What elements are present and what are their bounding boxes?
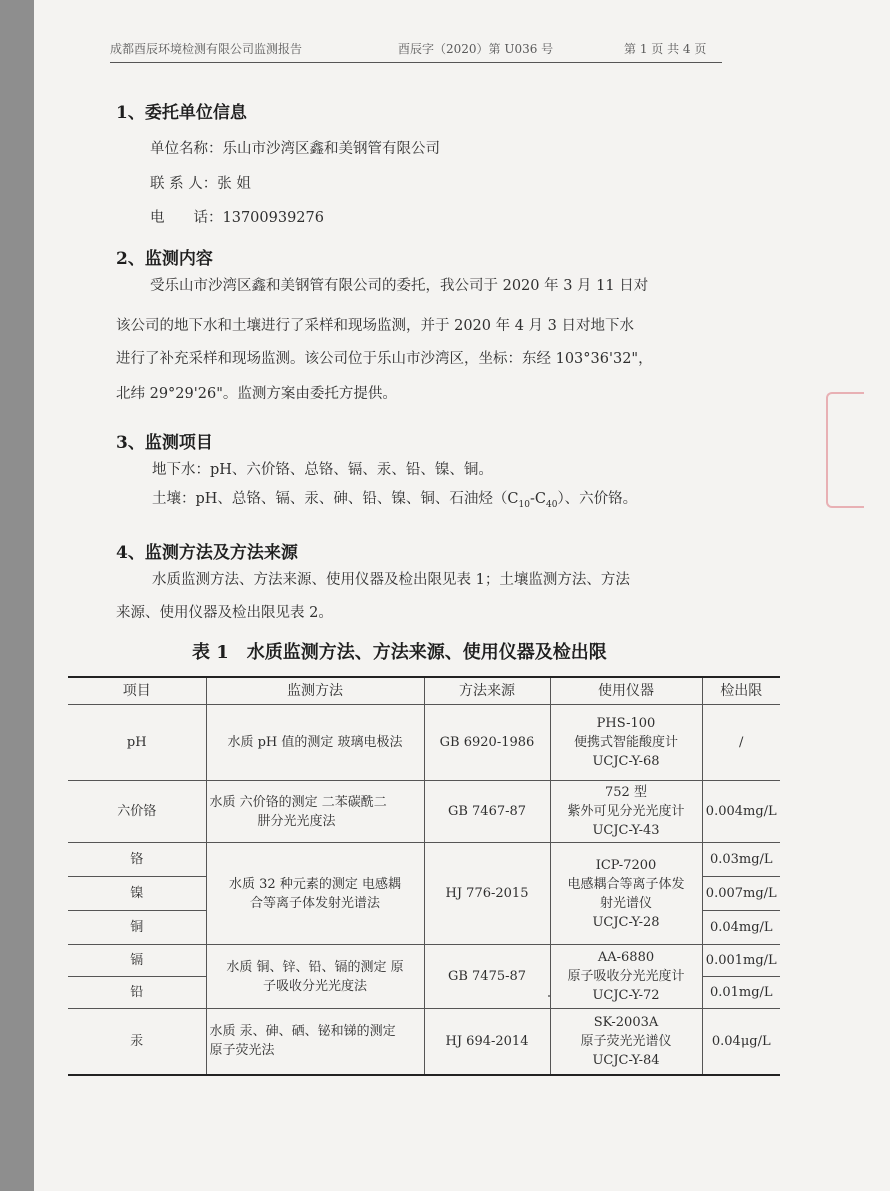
instrument-id: UCJC-Y-68 (592, 754, 660, 769)
cell-instrument (550, 945, 702, 1009)
instrument-name: 便携式智能酸度计 (573, 735, 678, 750)
table-row (68, 945, 780, 977)
method-line: 水质 六价铬的测定 二苯碳酰二 (209, 794, 387, 810)
instrument-name: 原子荧光光谱仪 (580, 1033, 672, 1049)
method-line: 原子荧光法 (209, 1043, 275, 1059)
cell-item: 铅 (68, 977, 206, 1009)
cell-method (206, 843, 424, 945)
cell-limit: 0.001mg/L (702, 945, 780, 977)
table-header-row (68, 677, 780, 705)
cell-limit: 0.007mg/L (702, 877, 780, 911)
table-row (68, 1009, 780, 1075)
cell-source: GB 6920-1986 (424, 705, 550, 781)
cell-method (206, 781, 424, 843)
cell-method (206, 1009, 424, 1075)
cell-item: 镉 (68, 945, 206, 977)
cell-item: 六价铬 (68, 781, 206, 843)
header-page-number: 第 1 页 共 4 页 (624, 42, 707, 56)
col-header-method: 监测方法 (206, 677, 424, 705)
seal-stamp-fragment (826, 392, 864, 508)
instrument-id: UCJC-Y-28 (592, 914, 660, 930)
col-header-limit: 检出限 (702, 677, 780, 705)
cell-source: HJ 694-2014 (424, 1009, 550, 1075)
section-2-title: 2、监测内容 (116, 249, 213, 269)
cell-method (206, 945, 424, 1009)
section-2-line-4: 北纬 29°29'26"。监测方案由委托方提供。 (116, 386, 397, 402)
table-row (68, 781, 780, 843)
col-header-instrument: 使用仪器 (550, 677, 702, 705)
cell-instrument (550, 1009, 702, 1075)
cell-limit: 0.004mg/L (702, 781, 780, 843)
contact-label: 联 系 人： (150, 176, 218, 192)
table-1 (68, 676, 780, 1076)
col-header-item: 项目 (68, 677, 206, 705)
cell-method: 水质 pH 值的测定 玻璃电极法 (206, 705, 424, 781)
soil-items (152, 487, 637, 510)
method-line: 水质 铜、锌、铅、镉的测定 原 (226, 959, 404, 975)
header-report-number: 酉辰字（2020）第 U036 号 (398, 42, 554, 56)
contact-row (150, 172, 251, 193)
col-header-source: 方法来源 (424, 677, 550, 705)
cell-item: 铬 (68, 843, 206, 877)
cell-limit: 0.04mg/L (702, 911, 780, 945)
cell-item: 汞 (68, 1009, 206, 1075)
section-3-title: 3、监测项目 (116, 433, 213, 453)
contact-value: 张 姐 (217, 176, 251, 192)
section-2-line-3: 进行了补充采样和现场监测。该公司位于乐山市沙湾区，坐标：东经 103°36'32"， (116, 351, 653, 367)
instrument-name: 原子吸收分光光度计 (567, 969, 685, 984)
section-4-line-2: 来源、使用仪器及检出限见表 2。 (116, 605, 333, 621)
instrument-model: ICP-7200 (595, 857, 657, 873)
table-row (68, 705, 780, 781)
method-line: 合等离子体发射光谱法 (249, 895, 380, 911)
soil-items-prefix: 土壤：pH、总铬、镉、汞、砷、铅、镍、铜、石油烃（C (152, 491, 519, 507)
cell-instrument (550, 781, 702, 843)
soil-items-mid: -C (529, 491, 546, 507)
cell-limit: 0.04μg/L (702, 1009, 780, 1075)
header-company: 成都酉辰环境检测有限公司监测报告 (110, 42, 303, 56)
instrument-model: SK-2003A (593, 1014, 659, 1030)
cell-limit: / (702, 705, 780, 781)
instrument-model: 752 型 (605, 785, 647, 800)
section-2-line-1: 受乐山市沙湾区鑫和美钢管有限公司的委托，我公司于 2020 年 3 月 11 日对 (150, 278, 649, 294)
cell-instrument (550, 705, 702, 781)
cell-instrument (550, 843, 702, 945)
instrument-id: UCJC-Y-84 (592, 1052, 660, 1068)
cell-limit: 0.03mg/L (702, 843, 780, 877)
cell-item: 镍 (68, 877, 206, 911)
section-2-line-2: 该公司的地下水和土壤进行了采样和现场监测，并于 2020 年 4 月 3 日对地下水 (116, 318, 635, 334)
instrument-name: 电感耦合等离子体发 (567, 876, 685, 892)
soil-sub-40: 40 (545, 499, 558, 510)
method-line: 肼分光光度法 (257, 813, 336, 829)
phone-row (150, 206, 324, 227)
table-row (68, 843, 780, 877)
groundwater-items: 地下水：pH、六价铬、总铬、镉、汞、铅、镍、铜。 (152, 462, 493, 478)
soil-sub-10: 10 (518, 499, 530, 510)
table-1-caption: 表 1 水质监测方法、方法来源、使用仪器及检出限 (192, 642, 607, 663)
unit-name-row (150, 137, 440, 158)
cell-item: pH (68, 705, 206, 781)
header-rule (110, 62, 722, 63)
section-4-line-1: 水质监测方法、方法来源、使用仪器及检出限见表 1；土壤监测方法、方法 (152, 572, 630, 588)
unit-name-label: 单位名称： (150, 141, 223, 157)
cell-item: 铜 (68, 911, 206, 945)
section-1-title: 1、委托单位信息 (116, 103, 247, 123)
cell-source: HJ 776-2015 (424, 843, 550, 945)
method-line: 水质 汞、砷、硒、铋和锑的测定 (209, 1024, 396, 1040)
cell-source: GB 7467-87 (424, 781, 550, 843)
scan-speck (548, 995, 550, 997)
phone-label: 电 话： (150, 210, 223, 226)
instrument-name-cont: 射光谱仪 (599, 895, 652, 911)
instrument-model: AA-6880 (597, 950, 655, 965)
unit-name-value: 乐山市沙湾区鑫和美钢管有限公司 (222, 141, 440, 157)
instrument-id: UCJC-Y-72 (592, 988, 660, 1003)
instrument-model: PHS-100 (596, 716, 656, 731)
method-line: 水质 32 种元素的测定 电感耦 (229, 876, 401, 892)
section-4-title: 4、监测方法及方法来源 (116, 543, 298, 563)
phone-value: 13700939276 (222, 210, 324, 226)
instrument-name: 紫外可见分光光度计 (567, 804, 685, 819)
method-line: 子吸收分光光度法 (262, 978, 367, 994)
instrument-id: UCJC-Y-43 (592, 823, 660, 838)
cell-source: GB 7475-87 (424, 945, 550, 1009)
cell-limit: 0.01mg/L (702, 977, 780, 1009)
soil-items-suffix: ）、六价铬。 (557, 491, 638, 507)
